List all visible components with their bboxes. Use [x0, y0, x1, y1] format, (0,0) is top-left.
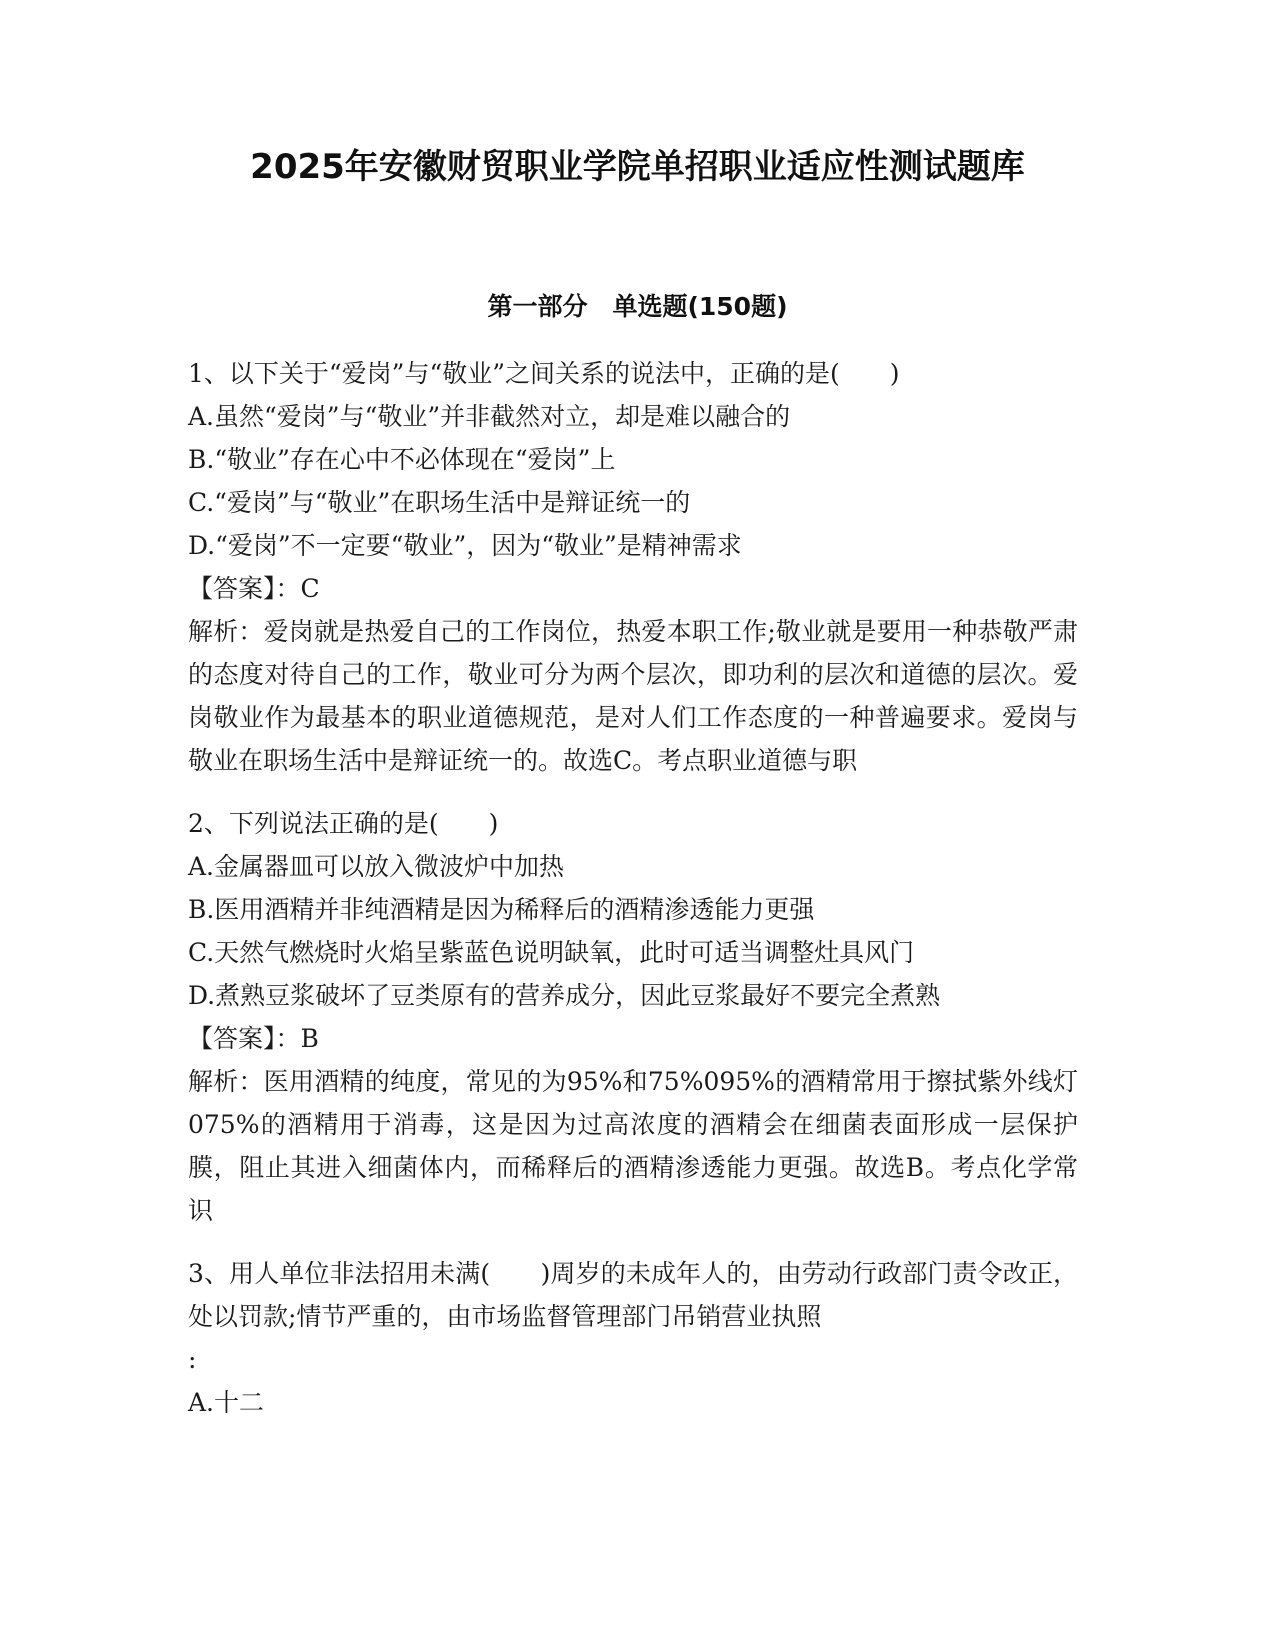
- question-stem: 1、以下关于“爱岗”与“敬业”之间关系的说法中，正确的是( ): [188, 359, 900, 388]
- option-d: D.“爱岗”不一定要“敬业”，因为“敬业”是精神需求: [188, 531, 742, 560]
- explanation-text: 解析：医用酒精的纯度，常见的为95%和75%095%的酒精常用于擦拭紫外线灯075%的酒精用于消毒，这是因为过高浓度的酒精会在细菌表面形成一层保护膜，阻止其进入细菌体内，而稀释后的酒精渗透能力更强。故选B。考点化学常识: [188, 1067, 1078, 1225]
- option-a: A.金属器皿可以放入微波炉中加热: [188, 852, 565, 881]
- question-2: [188, 802, 1078, 1232]
- option-a: A.虽然“爱岗”与“敬业”并非截然对立，却是难以融合的: [188, 402, 791, 431]
- option-d: D.煮熟豆浆破坏了豆类原有的营养成分，因此豆浆最好不要完全煮熟: [188, 981, 941, 1010]
- question-stem: 2、下列说法正确的是( ): [188, 809, 499, 838]
- option-c: C.天然气燃烧时火焰呈紫蓝色说明缺氧，此时可适当调整灶具风门: [188, 938, 915, 967]
- document-title: 2025年安徽财贸职业学院单招职业适应性测试题库: [250, 147, 1025, 187]
- question-stem-tail: :: [188, 1345, 197, 1374]
- answer-label: 【答案】：C: [188, 574, 320, 603]
- explanation-text: 解析：爱岗就是热爱自己的工作岗位，热爱本职工作;敬业就是要用一种恭敬严肃的态度对待自己的工作，敬业可分为两个层次，即功利的层次和道德的层次。爱岗敬业作为最基本的职业道德规范，是对人们工作态度的一种普遍要求。爱岗与敬业在职场生活中是辩证统一的。故选C。考点职业道德与职: [188, 617, 1078, 775]
- question-list: [188, 352, 1078, 1444]
- question-3: [188, 1252, 1078, 1424]
- option-c: C.“爱岗”与“敬业”在职场生活中是辩证统一的: [188, 488, 691, 517]
- option-b: B.医用酒精并非纯酒精是因为稀释后的酒精渗透能力更强: [188, 895, 815, 924]
- answer-label: 【答案】：B: [188, 1024, 319, 1053]
- question-stem: 3、用人单位非法招用未满( )周岁的未成年人的，由劳动行政部门责令改正，处以罚款;情节严重的，由市场监督管理部门吊销营业执照: [188, 1259, 1078, 1331]
- section-title: 第一部分 单选题(150题): [487, 292, 788, 321]
- option-b: B.“敬业”存在心中不必体现在“爱岗”上: [188, 445, 616, 474]
- question-1: [188, 352, 1078, 782]
- option-a: A.十二: [188, 1388, 265, 1417]
